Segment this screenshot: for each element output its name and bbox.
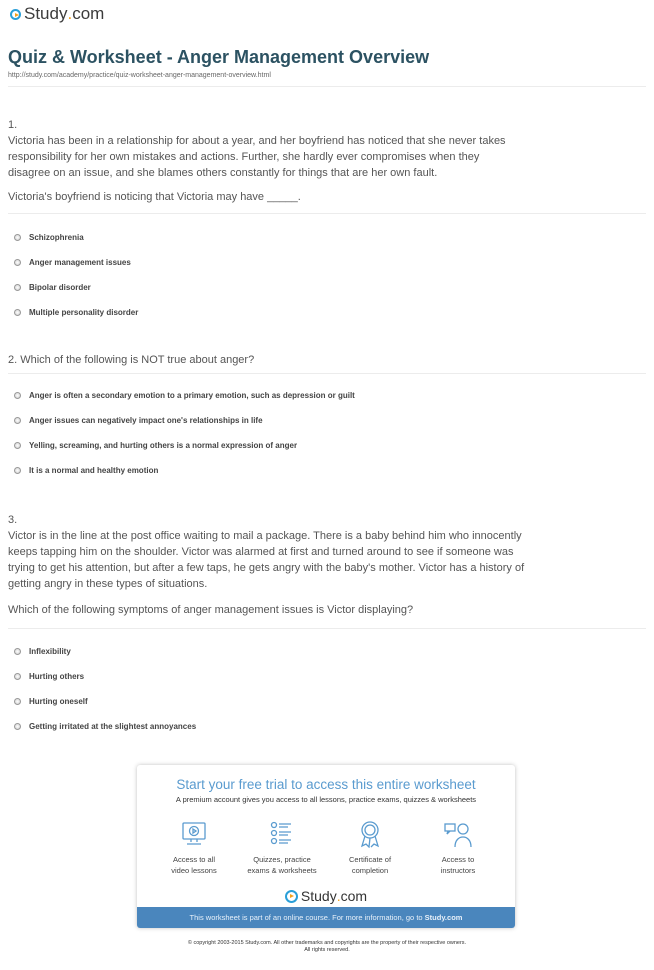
- promo-heading[interactable]: Start your free trial to access this entire worksheet: [176, 777, 476, 792]
- study-com-link[interactable]: Study.com: [424, 913, 463, 922]
- radio-button[interactable]: [14, 467, 21, 474]
- divider: [8, 628, 646, 629]
- logo-suffix: com: [72, 4, 105, 23]
- quiz-list-icon: [268, 820, 296, 848]
- question-3-number: 3.: [8, 514, 18, 526]
- question-2-text: 2. Which of the following is NOT true about anger?: [8, 354, 255, 366]
- answer-option[interactable]: [14, 283, 91, 292]
- answer-option[interactable]: [14, 441, 297, 450]
- question-3-prompt: Which of the following symptoms of anger management issues is Victor displaying?: [8, 604, 414, 616]
- question-1-prompt: Victoria's boyfriend is noticing that Victoria may have _____.: [8, 191, 301, 203]
- answer-option[interactable]: [14, 391, 355, 400]
- answer-option[interactable]: [14, 722, 196, 731]
- certificate-icon: [356, 820, 384, 848]
- copyright-text: © copyright 2003-2015 Study.com. All other trademarks and copyrights are the property of their respective owners.: [187, 940, 467, 946]
- feature-label: instructors: [440, 866, 476, 875]
- answer-option[interactable]: [14, 258, 131, 267]
- course-info-banner: [137, 907, 515, 928]
- instructor-icon: [444, 820, 472, 848]
- option-label: Anger is often a secondary emotion to a primary emotion, such as depression or guilt: [29, 391, 355, 400]
- radio-button[interactable]: [14, 648, 21, 655]
- option-label: Multiple personality disorder: [29, 308, 139, 317]
- answer-option[interactable]: [14, 416, 263, 425]
- answer-option[interactable]: [14, 672, 84, 681]
- radio-button[interactable]: [14, 234, 21, 241]
- radio-button[interactable]: [14, 392, 21, 399]
- divider: [8, 373, 646, 374]
- premium-promo-box: [137, 765, 515, 928]
- option-label: Getting irritated at the slightest annoyances: [29, 722, 197, 731]
- question-1-number: 1.: [8, 119, 18, 131]
- option-label: Anger issues can negatively impact one's relationships in life: [29, 416, 263, 425]
- feature-label: exams & worksheets: [247, 866, 317, 875]
- feature-label: Quizzes, practice: [253, 855, 311, 864]
- feature-label: video lessons: [171, 866, 217, 875]
- rights-text: All rights reserved.: [304, 947, 350, 953]
- radio-button[interactable]: [14, 417, 21, 424]
- question-3-text: Victor is in the line at the post office waiting to mail a package. There is a baby behind him who innocently keeps tapping him on the shoulder. Victor was alarmed at first and turned around to see if someone was trying to get his attention, but after a few taps, he gets angry with the baby's mother. Victor has a history of getting angry in these types of situations.: [8, 530, 525, 590]
- option-label: It is a normal and healthy emotion: [29, 466, 159, 475]
- option-label: Hurting oneself: [29, 697, 88, 706]
- answer-option[interactable]: [14, 647, 71, 656]
- feature-quizzes: [237, 820, 327, 876]
- option-label: Inflexibility: [29, 647, 71, 656]
- answer-option[interactable]: [14, 233, 84, 242]
- radio-button[interactable]: [14, 673, 21, 680]
- banner-text: This worksheet is part of an online course. For more information, go to: [189, 913, 425, 922]
- answer-option[interactable]: [14, 697, 88, 706]
- radio-button[interactable]: [14, 309, 21, 316]
- feature-label: Access to all: [172, 855, 216, 864]
- divider: [8, 213, 646, 214]
- logo-suffix: com: [340, 888, 368, 904]
- page-url: http://study.com/academy/practice/quiz-worksheet-anger-management-overview.html: [8, 72, 271, 79]
- option-label: Bipolar disorder: [29, 283, 91, 292]
- feature-label: completion: [351, 866, 389, 875]
- radio-button[interactable]: [14, 442, 21, 449]
- promo-subheading: A premium account gives you access to all lessons, practice exams, quizzes & worksheets: [175, 795, 477, 804]
- question-1-text: Victoria has been in a relationship for about a year, and her boyfriend has noticed that she never takes responsibility for her own mistakes and actions. Further, she hardly ever compromises when they disagree on an issue, and she blames others constantly for things that are her own fault.: [8, 135, 506, 179]
- option-label: Anger management issues: [29, 258, 131, 267]
- answer-option[interactable]: [14, 308, 138, 317]
- logo-dot: .: [336, 888, 341, 904]
- divider: [8, 86, 646, 87]
- video-lesson-icon: [180, 820, 208, 848]
- study-logo[interactable]: [10, 4, 104, 24]
- feature-label: Access to: [441, 855, 475, 864]
- feature-label: Certificate of: [348, 855, 392, 864]
- feature-video-lessons: [149, 820, 239, 876]
- radio-button[interactable]: [14, 284, 21, 291]
- promo-study-logo[interactable]: [137, 888, 515, 904]
- play-logo-icon: [285, 890, 298, 903]
- logo-text: Study: [300, 888, 337, 904]
- feature-instructors: [413, 820, 503, 876]
- radio-button[interactable]: [14, 723, 21, 730]
- logo-text: Study: [24, 4, 68, 23]
- play-logo-icon: [10, 9, 21, 20]
- option-label: Hurting others: [29, 672, 85, 681]
- feature-certificate: [325, 820, 415, 876]
- logo-dot: .: [67, 4, 73, 23]
- answer-option[interactable]: [14, 466, 158, 475]
- option-label: Schizophrenia: [29, 233, 84, 242]
- option-label: Yelling, screaming, and hurting others is a normal expression of anger: [29, 441, 298, 450]
- page-title: Quiz & Worksheet - Anger Management Overview: [8, 47, 430, 67]
- radio-button[interactable]: [14, 259, 21, 266]
- radio-button[interactable]: [14, 698, 21, 705]
